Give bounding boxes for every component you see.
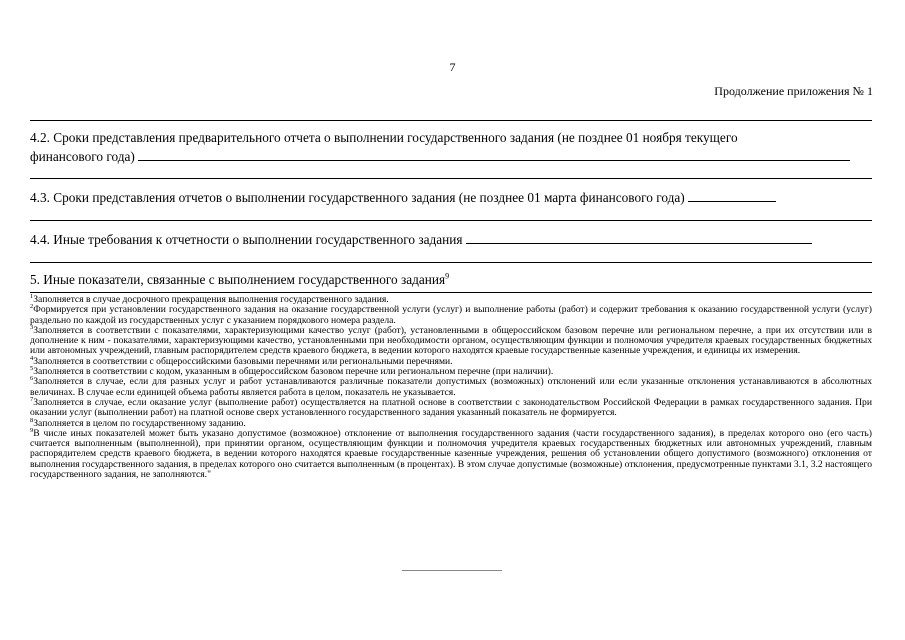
footnote-mark: 7 — [30, 395, 34, 403]
footnote-ref: 9 — [445, 271, 450, 281]
footnote-mark: 5 — [30, 364, 34, 372]
footnote-mark: 3 — [30, 323, 34, 331]
separator-line — [30, 220, 872, 221]
section-5-text: 5. Иные показатели, связанные с выполнением государственного задания — [30, 272, 446, 287]
footnote-7 — [30, 395, 872, 419]
section-4-2-text-line1: 4.2. Сроки представления предварительного отчета о выполнении государственного задания (не позднее 01 ноября текущего — [30, 130, 738, 145]
footnote-text: Заполняется в соответствии с кодом, указанным в общероссийском базовом перечне или региональном перечне (при наличии). — [33, 366, 554, 378]
footnote-separator — [30, 292, 872, 293]
section-4-4-fill-line[interactable] — [466, 231, 812, 244]
section-4-3 — [30, 188, 872, 207]
section-4-3-text: 4.3. Сроки представления отчетов о выполнении государственного задания (не позднее 01 марта финансового года) — [30, 190, 685, 205]
footnotes — [30, 292, 872, 481]
footnote-mark: 4 — [30, 354, 34, 362]
separator-line — [30, 262, 872, 263]
section-5 — [30, 270, 872, 289]
appendix-label: Продолжение приложения № 1 — [714, 84, 873, 98]
footnote-mark: 9 — [30, 426, 34, 434]
footnote-text: Формируется при установлении государственного задания на оказание государственной услуги (услуг) и выполнение работы (работ) и содержит требования к оказанию государственной услуги (услуг) раздельно по каждой из государственных услуг с указанием порядкового номера раздела. — [30, 304, 872, 326]
footnote-mark: 2 — [30, 303, 34, 311]
section-4-2 — [30, 128, 872, 166]
footnote-mark: 6 — [30, 375, 34, 383]
footnote-9 — [30, 426, 872, 481]
footnote-text: Заполняется в случае, если оказание услуг (выполнение работ) осуществляется на платной основе в соответствии с законодательством Российской Федерации в рамках государственного задания. При оказании услуг (выполнении работ) на платной основе сверх установленного государственного задания указанный показатель не формируется. — [30, 396, 872, 419]
section-4-2-label-end: финансового года) — [30, 149, 135, 164]
footnote-text: Заполняется в соответствии с показателями, характеризующими качество услуг (работ), установленными в общероссийском базовом перечне или региональном перечне, а при их отсутствии или в дополнение к ним - показателями, характеризующими качество, установленными при необходимости органом, осуществляющим функции и полномочия учредителя краевых государственных бюджетных или автономных учреждений, главным распорядителем средств краевого бюджета, в ведении которого находятся краевые государственные казенные учреждения, и единицы их измерения. — [30, 324, 872, 357]
section-4-4-text: 4.4. Иные требования к отчетности о выполнении государственного задания — [30, 232, 463, 247]
footnote-6 — [30, 377, 872, 398]
footnote-text: Заполняется в соответствии с общероссийскими базовыми перечнями или региональными перечнями. — [33, 355, 453, 367]
footnote-end-line — [402, 570, 502, 571]
page-number: 7 — [449, 60, 456, 74]
footnote-mark: 1 — [30, 292, 34, 300]
footnote-text: Заполняется в целом по государственному заданию. — [33, 417, 246, 429]
section-4-2-text-line2 — [30, 147, 872, 166]
footnote-mark: 8 — [30, 416, 34, 424]
footnote-text: Заполняется в случае, если для разных услуг и работ устанавливаются различные показатели допустимых (возможных) отклонений или если указанные отклонения устанавливаются в абсолютных величинах. В случае если единицей объема работы является работа в целом, показатель не указывается. — [30, 376, 872, 398]
footnote-2 — [30, 305, 872, 326]
section-4-3-fill-line[interactable] — [688, 189, 776, 202]
separator-line — [30, 120, 872, 121]
separator-line — [30, 178, 872, 179]
footnote-text: В числе иных показателей может быть указано допустимое (возможное) отклонение от выполнения государственного задания (части государственного задания), в пределах которого оно (его часть) считается выполненным (выполненной), при принятии органом, осуществляющим функции и полномочия учредителя краевых государственных бюджетных или автономных учреждений, главным распорядителем средств краевого бюджета, в ведении которого находятся краевые государственные казенные учреждения, решения об установлении общего допустимого (возможного) отклонения от выполнения государственного задания, в пределах которого оно считается выполненным (в процентах). В этом случае допустимые (возможные) отклонения, предусмотренные пунктами 3.1, 3.2 настоящего государственного задания, не заполняются." — [30, 427, 872, 481]
footnote-3 — [30, 323, 872, 357]
section-4-4 — [30, 230, 872, 249]
footnote-text: Заполняется в случае досрочного прекращения выполнения государственного задания. — [33, 294, 389, 305]
section-4-2-fill-line[interactable] — [138, 148, 850, 161]
